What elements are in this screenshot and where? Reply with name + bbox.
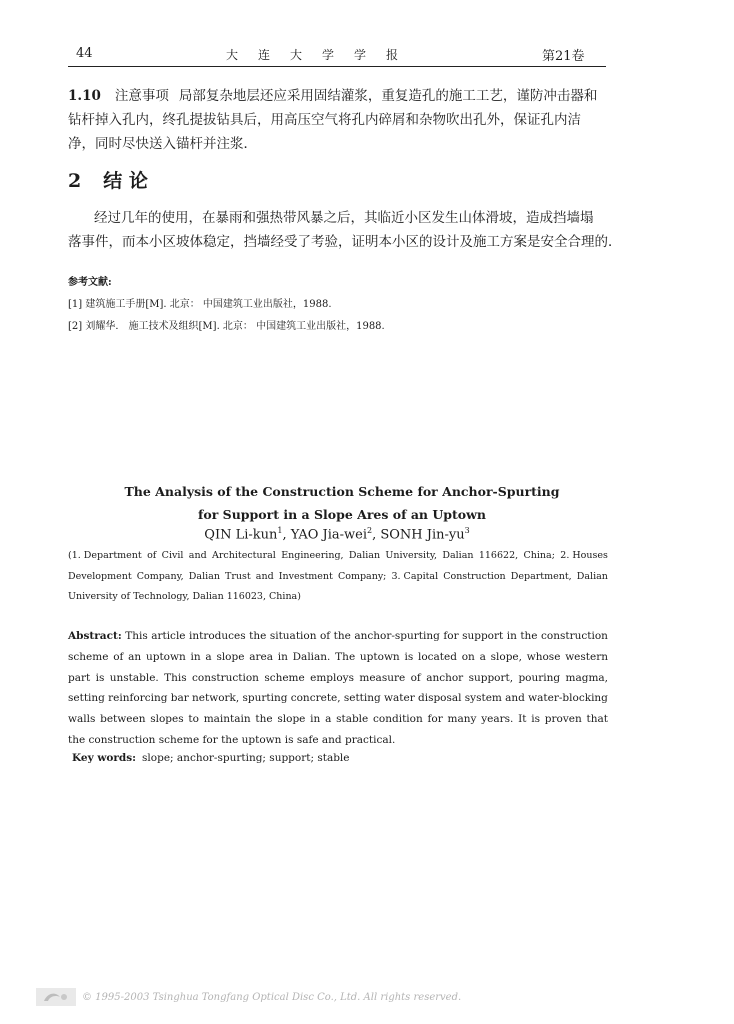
word: that <box>586 713 608 726</box>
word: water <box>384 692 415 705</box>
reference-item: [1] 建筑施工手册[M]. 北京： 中国建筑工业出版社，1988. <box>68 299 332 310</box>
word: Engineering, <box>281 550 344 561</box>
header-rule <box>68 66 606 67</box>
word: a <box>205 650 212 663</box>
word: construction <box>541 630 608 642</box>
word: for <box>443 630 459 642</box>
volume-label: 第21卷 <box>542 49 585 64</box>
word: construction <box>192 671 259 684</box>
word: whose <box>526 650 561 663</box>
abstract-line <box>68 709 608 730</box>
word: years. <box>481 713 514 726</box>
author-separator: , <box>282 527 291 543</box>
word: spurting <box>242 692 288 705</box>
author-name: SONH Jin-yu <box>380 527 465 543</box>
word: article <box>151 630 186 642</box>
word: proven <box>544 713 582 726</box>
section-heading: 注意事项 <box>114 88 169 104</box>
word: 2. Houses <box>560 550 608 561</box>
section-1-10-paragraph <box>68 84 606 156</box>
keywords-label: Key words: <box>72 752 137 764</box>
word: of <box>319 630 331 642</box>
word: China; <box>523 550 555 561</box>
author-affil-mark: 1 <box>277 526 283 535</box>
word: concrete, <box>290 692 341 705</box>
section-number: 2 <box>68 170 82 192</box>
word: Dalian <box>348 550 381 561</box>
abstract-line <box>68 688 608 709</box>
section-number: 1.10 <box>68 88 101 104</box>
word: is <box>404 650 414 663</box>
affiliation-line <box>68 546 608 567</box>
paragraph-text: 局部复杂地层还应采用固结灌浆，重复造孔的施工工艺，谨防冲击器和 <box>178 88 598 104</box>
abstract-line <box>68 626 608 647</box>
word: of <box>410 671 421 684</box>
word: scheme <box>264 671 305 684</box>
copyright-footer: © 1995-2003 Tsinghua Tongfang Optical Disc Co., Ltd. All rights reserved. <box>82 992 462 1003</box>
author-name: YAO Jia-wei <box>290 527 367 543</box>
word: a <box>325 713 332 726</box>
section-title: 结 论 <box>103 170 148 192</box>
word: 116622, <box>478 550 519 561</box>
word: magma, <box>565 671 608 684</box>
word: and <box>505 692 525 705</box>
word: for <box>427 713 443 726</box>
author-name: QIN Li-kun <box>204 527 278 543</box>
word: in <box>277 650 288 663</box>
word: system <box>464 692 502 705</box>
abstract-line <box>68 647 608 668</box>
word: reinforcing <box>108 692 168 705</box>
word: situation <box>269 630 317 642</box>
word: disposal <box>417 692 462 705</box>
word: of <box>113 650 124 663</box>
word: Dalian. <box>292 650 331 663</box>
word: pouring <box>518 671 561 684</box>
word: is <box>531 713 541 726</box>
abstract-line <box>68 730 608 751</box>
word: Department, <box>510 570 572 582</box>
word: slope <box>277 713 306 726</box>
word: Development <box>68 570 132 582</box>
keywords-list: slope; anchor-spurting; support; stable <box>142 752 350 764</box>
word: part <box>68 671 91 684</box>
word: slopes <box>150 713 184 726</box>
word: an <box>128 650 142 663</box>
word: bar <box>170 692 189 705</box>
word: This <box>164 671 187 684</box>
word: between <box>100 713 146 726</box>
references <box>68 272 385 338</box>
abstract-line <box>68 668 608 689</box>
word: Investment <box>278 570 333 582</box>
word: and <box>255 570 274 582</box>
word: in <box>506 630 517 642</box>
paragraph-line: 落事件，而本小区坡体稳定，挡墙经受了考验，证明本小区的设计及施工方案是安全合理的． <box>68 234 622 250</box>
word: employs <box>310 671 355 684</box>
word: University of Technology, Dalian 116023, China) <box>68 591 301 602</box>
paragraph-line <box>68 84 606 108</box>
word: The <box>335 650 356 663</box>
section-2-heading <box>68 166 148 193</box>
word: 3. Capital <box>391 570 439 582</box>
word: uptown <box>145 650 186 663</box>
word: on <box>461 650 475 663</box>
word: support, <box>468 671 514 684</box>
word: Architectural <box>212 550 276 561</box>
word: uptown <box>359 650 400 663</box>
word: and <box>188 550 207 561</box>
word: in <box>310 713 321 726</box>
journal-title: 大连大学学报 <box>226 48 419 62</box>
paragraph-line: 钻杆掉入孔内，终孔提拔钻具后，用高压空气将孔内碎屑和杂物吹出孔外，保证孔内洁 <box>68 112 581 128</box>
word: the <box>333 630 351 642</box>
word: introduces <box>189 630 246 642</box>
word: Dalian <box>442 550 474 561</box>
word: Company; <box>337 570 387 582</box>
affiliations <box>68 546 608 608</box>
word: measure <box>359 671 406 684</box>
paragraph-line: 净，同时尽快送入锚杆并注浆． <box>68 136 257 152</box>
author-affil-mark: 2 <box>367 526 373 535</box>
word: the <box>520 630 538 642</box>
word: Company, <box>136 570 184 582</box>
word: slope, <box>490 650 522 663</box>
word: maintain <box>203 713 251 726</box>
word: of <box>147 550 157 561</box>
word: scheme <box>68 650 109 663</box>
word: Construction <box>443 570 506 582</box>
word: many <box>447 713 477 726</box>
word: stable <box>336 713 369 726</box>
word: (1. Department <box>68 550 142 561</box>
affiliation-line <box>68 587 608 608</box>
publisher-logo-icon <box>36 988 76 1006</box>
word: is <box>95 671 105 684</box>
word: walls <box>68 713 96 726</box>
word: water-blocking <box>528 692 608 705</box>
word: This <box>125 630 148 642</box>
word: in <box>190 650 201 663</box>
word: western <box>565 650 608 663</box>
word: Trust <box>225 570 251 582</box>
english-title-line-1: The Analysis of the Construction Scheme for Anchor-Spurting <box>124 484 560 499</box>
word: It <box>518 713 527 726</box>
word: anchor <box>426 671 464 684</box>
word: support <box>462 630 504 642</box>
word: Dalian <box>188 570 220 582</box>
word: Dalian <box>576 570 608 582</box>
word: the <box>249 630 267 642</box>
authors <box>68 526 606 542</box>
word: Civil <box>161 550 184 561</box>
word: setting <box>343 692 381 705</box>
references-heading: 参考文献: <box>68 277 112 288</box>
word: unstable. <box>109 671 159 684</box>
keywords <box>72 752 350 764</box>
word: network, <box>192 692 240 705</box>
english-title-line-2: for Support in a Slope Ares of an Uptown <box>198 507 486 522</box>
reference-item: [2] 刘耀华． 施工技术及组织[M]. 北京： 中国建筑工业出版社，1988. <box>68 321 385 332</box>
word: a <box>479 650 486 663</box>
page-number: 44 <box>76 46 93 61</box>
conclusion-paragraph <box>68 206 622 254</box>
word: the <box>255 713 273 726</box>
word: condition <box>373 713 423 726</box>
abstract <box>68 626 608 751</box>
abstract-label: Abstract: <box>68 630 122 642</box>
affiliation-line <box>68 567 608 588</box>
word: area <box>249 650 273 663</box>
author-separator: , <box>372 527 381 543</box>
paragraph-line: 经过几年的使用，在暴雨和强热带风暴之后，其临近小区发生山体滑坡，造成挡墙塌 <box>94 210 594 226</box>
word: anchor-spurting <box>354 630 440 642</box>
word: the construction scheme for the uptown is safe and practical. <box>68 733 396 746</box>
word: located <box>417 650 457 663</box>
word: setting <box>68 692 105 705</box>
word: University, <box>385 550 437 561</box>
word: slope <box>216 650 245 663</box>
word: to <box>188 713 199 726</box>
author-affil-mark: 3 <box>464 526 470 535</box>
